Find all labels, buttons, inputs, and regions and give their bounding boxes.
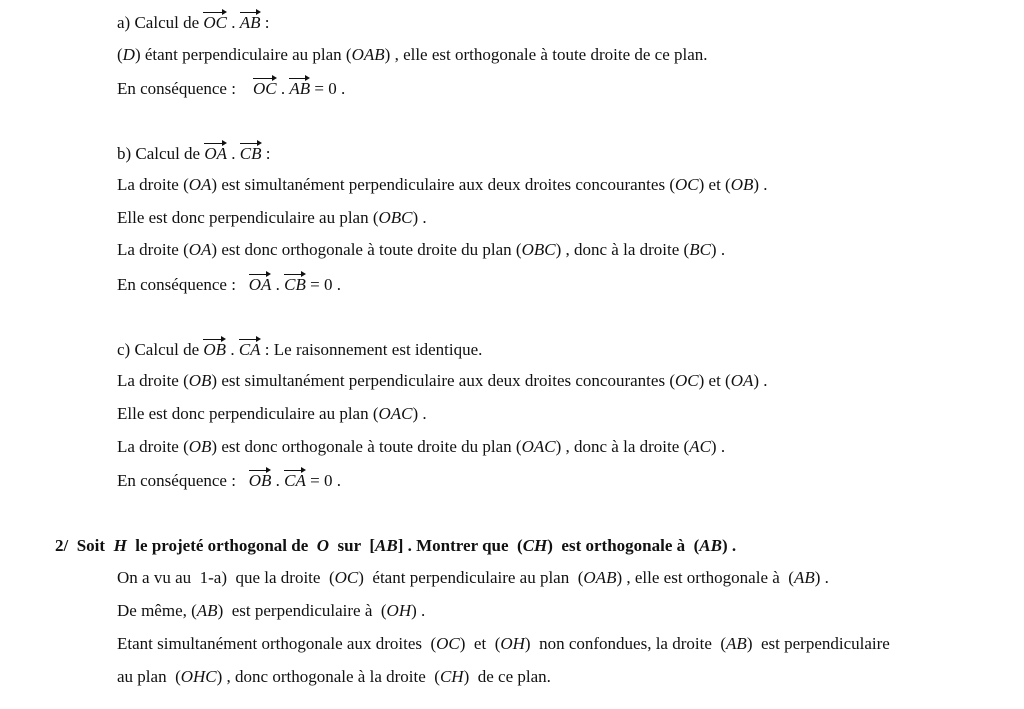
text: ) étant perpendiculaire au plan ( xyxy=(134,45,352,64)
part-c-conclusion xyxy=(117,469,341,491)
text: ) est donc orthogonale à toute droite du plan ( xyxy=(211,240,522,259)
text: : xyxy=(261,144,271,163)
text: = 0 . xyxy=(305,471,341,490)
text: = 0 . xyxy=(310,79,346,98)
part-b-line-1 xyxy=(117,175,768,195)
part-c-line-1 xyxy=(117,371,768,391)
vector-ob: OB xyxy=(248,471,272,490)
vector-cb: CB xyxy=(239,144,262,163)
text: ) est simultanément perpendiculaire aux deux droites concourantes ( xyxy=(211,371,675,390)
text: le projeté orthogonal de xyxy=(126,536,317,555)
text: ) . xyxy=(710,437,726,456)
text: 2/ Soit xyxy=(55,536,114,555)
text: ) . xyxy=(753,371,768,390)
text: = 0 . xyxy=(305,275,341,294)
math-symbol: OAC xyxy=(378,404,413,423)
dot-operator: . xyxy=(275,471,280,490)
text: ) est perpendiculaire à ( xyxy=(217,601,387,620)
math-symbol: OAB xyxy=(583,568,617,587)
math-symbol: AB xyxy=(196,601,218,620)
vector-ca: CA xyxy=(284,471,306,490)
text: ) , elle est orthogonale à toute droite de ce plan. xyxy=(384,45,708,64)
text: En conséquence : xyxy=(117,275,249,294)
math-symbol: OA xyxy=(730,371,754,390)
part-b-title xyxy=(117,142,270,164)
text: c) Calcul de xyxy=(117,340,204,359)
vector-ca: CA xyxy=(238,340,261,359)
math-symbol: OAB xyxy=(351,45,385,64)
math-symbol: AB xyxy=(699,536,722,555)
math-symbol: O xyxy=(316,536,330,555)
math-symbol: OB xyxy=(188,371,212,390)
text: ) , elle est orthogonale à ( xyxy=(616,568,794,587)
text: a) Calcul de xyxy=(117,13,204,32)
math-symbol: BC xyxy=(689,240,711,259)
text: ) est perpendiculaire xyxy=(746,634,890,653)
text: ) étant perpendiculaire au plan ( xyxy=(358,568,584,587)
math-symbol: OC xyxy=(674,371,699,390)
text: b) Calcul de xyxy=(117,144,205,163)
text: ) et ( xyxy=(459,634,501,653)
text: ) . xyxy=(411,601,426,620)
math-symbol: OA xyxy=(188,175,212,194)
part-a-line-1 xyxy=(117,45,708,65)
text: ] . Montrer que ( xyxy=(397,536,523,555)
question-2-line-2 xyxy=(117,601,425,621)
text: De même, ( xyxy=(117,601,197,620)
text: La droite ( xyxy=(117,371,189,390)
question-2-title xyxy=(55,536,736,556)
math-symbol: D xyxy=(122,45,135,64)
text: Elle est donc perpendiculaire au plan ( xyxy=(117,404,379,423)
text: ) et ( xyxy=(698,371,731,390)
math-symbol: CH xyxy=(439,667,464,686)
text: ) et ( xyxy=(698,175,731,194)
text: ) de ce plan. xyxy=(463,667,551,686)
text: ) , donc à la droite ( xyxy=(555,437,690,456)
text: ) non confondues, la droite ( xyxy=(524,634,727,653)
math-symbol: OC xyxy=(334,568,359,587)
text: ) . xyxy=(710,240,726,259)
text: sur [ xyxy=(329,536,376,555)
math-symbol: OA xyxy=(188,240,212,259)
vector-oa: OA xyxy=(248,275,272,294)
math-symbol: OHC xyxy=(180,667,217,686)
text: La droite ( xyxy=(117,175,189,194)
vector-oc: OC xyxy=(203,13,228,32)
dot-operator: . xyxy=(230,340,235,359)
text: ) . xyxy=(412,208,427,227)
text: ) est orthogonale à ( xyxy=(547,536,700,555)
math-symbol: OC xyxy=(436,634,460,653)
text: ) . xyxy=(753,175,768,194)
math-symbol: OH xyxy=(500,634,525,653)
part-b-line-2 xyxy=(117,208,427,228)
text: ) , donc à la droite ( xyxy=(555,240,690,259)
math-symbol: OAC xyxy=(521,437,556,456)
text: ) est donc orthogonale à toute droite du plan ( xyxy=(211,437,522,456)
part-c-line-3 xyxy=(117,437,725,457)
text: ) , donc orthogonale à la droite ( xyxy=(216,667,440,686)
math-symbol: AB xyxy=(375,536,398,555)
vector-oa: OA xyxy=(204,144,228,163)
text: ) est simultanément perpendiculaire aux deux droites concourantes ( xyxy=(211,175,675,194)
part-a-title xyxy=(117,11,270,33)
text: La droite ( xyxy=(117,437,189,456)
math-symbol: AB xyxy=(793,568,815,587)
vector-ob: OB xyxy=(203,340,227,359)
vector-cb: CB xyxy=(284,275,306,294)
part-b-line-3 xyxy=(117,240,725,260)
part-c-line-2 xyxy=(117,404,427,424)
part-b-conclusion xyxy=(117,273,341,295)
math-symbol: OBC xyxy=(521,240,556,259)
text: En conséquence : xyxy=(117,79,253,98)
part-a-conclusion xyxy=(117,77,345,99)
math-symbol: OH xyxy=(386,601,412,620)
text: En conséquence : xyxy=(117,471,249,490)
text: ( xyxy=(117,45,123,64)
text: Etant simultanément orthogonale aux droites ( xyxy=(117,634,437,653)
question-2-line-1 xyxy=(117,568,829,588)
text: Elle est donc perpendiculaire au plan ( xyxy=(117,208,379,227)
text: ) . xyxy=(412,404,427,423)
question-2-line-3 xyxy=(117,634,890,654)
question-2-line-4 xyxy=(117,667,551,687)
math-symbol: OC xyxy=(674,175,699,194)
dot-operator: . xyxy=(275,275,280,294)
vector-ab: AB xyxy=(289,79,311,98)
text: ) . xyxy=(814,568,829,587)
text: ) . xyxy=(721,536,737,555)
math-symbol: OB xyxy=(730,175,754,194)
text: au plan ( xyxy=(117,667,181,686)
math-symbol: H xyxy=(113,536,127,555)
text: : Le raisonnement est identique. xyxy=(260,340,483,359)
text: La droite ( xyxy=(117,240,189,259)
dot-operator: . xyxy=(231,144,236,163)
math-symbol: OBC xyxy=(378,208,413,227)
text: : xyxy=(260,13,270,32)
dot-operator: . xyxy=(280,79,286,98)
math-symbol: AC xyxy=(689,437,711,456)
part-c-title xyxy=(117,338,482,360)
dot-operator: . xyxy=(231,13,236,32)
math-symbol: CH xyxy=(522,536,548,555)
vector-oc: OC xyxy=(252,79,277,98)
math-symbol: OB xyxy=(188,437,212,456)
math-symbol: AB xyxy=(726,634,747,653)
vector-ab: AB xyxy=(239,13,261,32)
text: On a vu au 1-a) que la droite ( xyxy=(117,568,335,587)
